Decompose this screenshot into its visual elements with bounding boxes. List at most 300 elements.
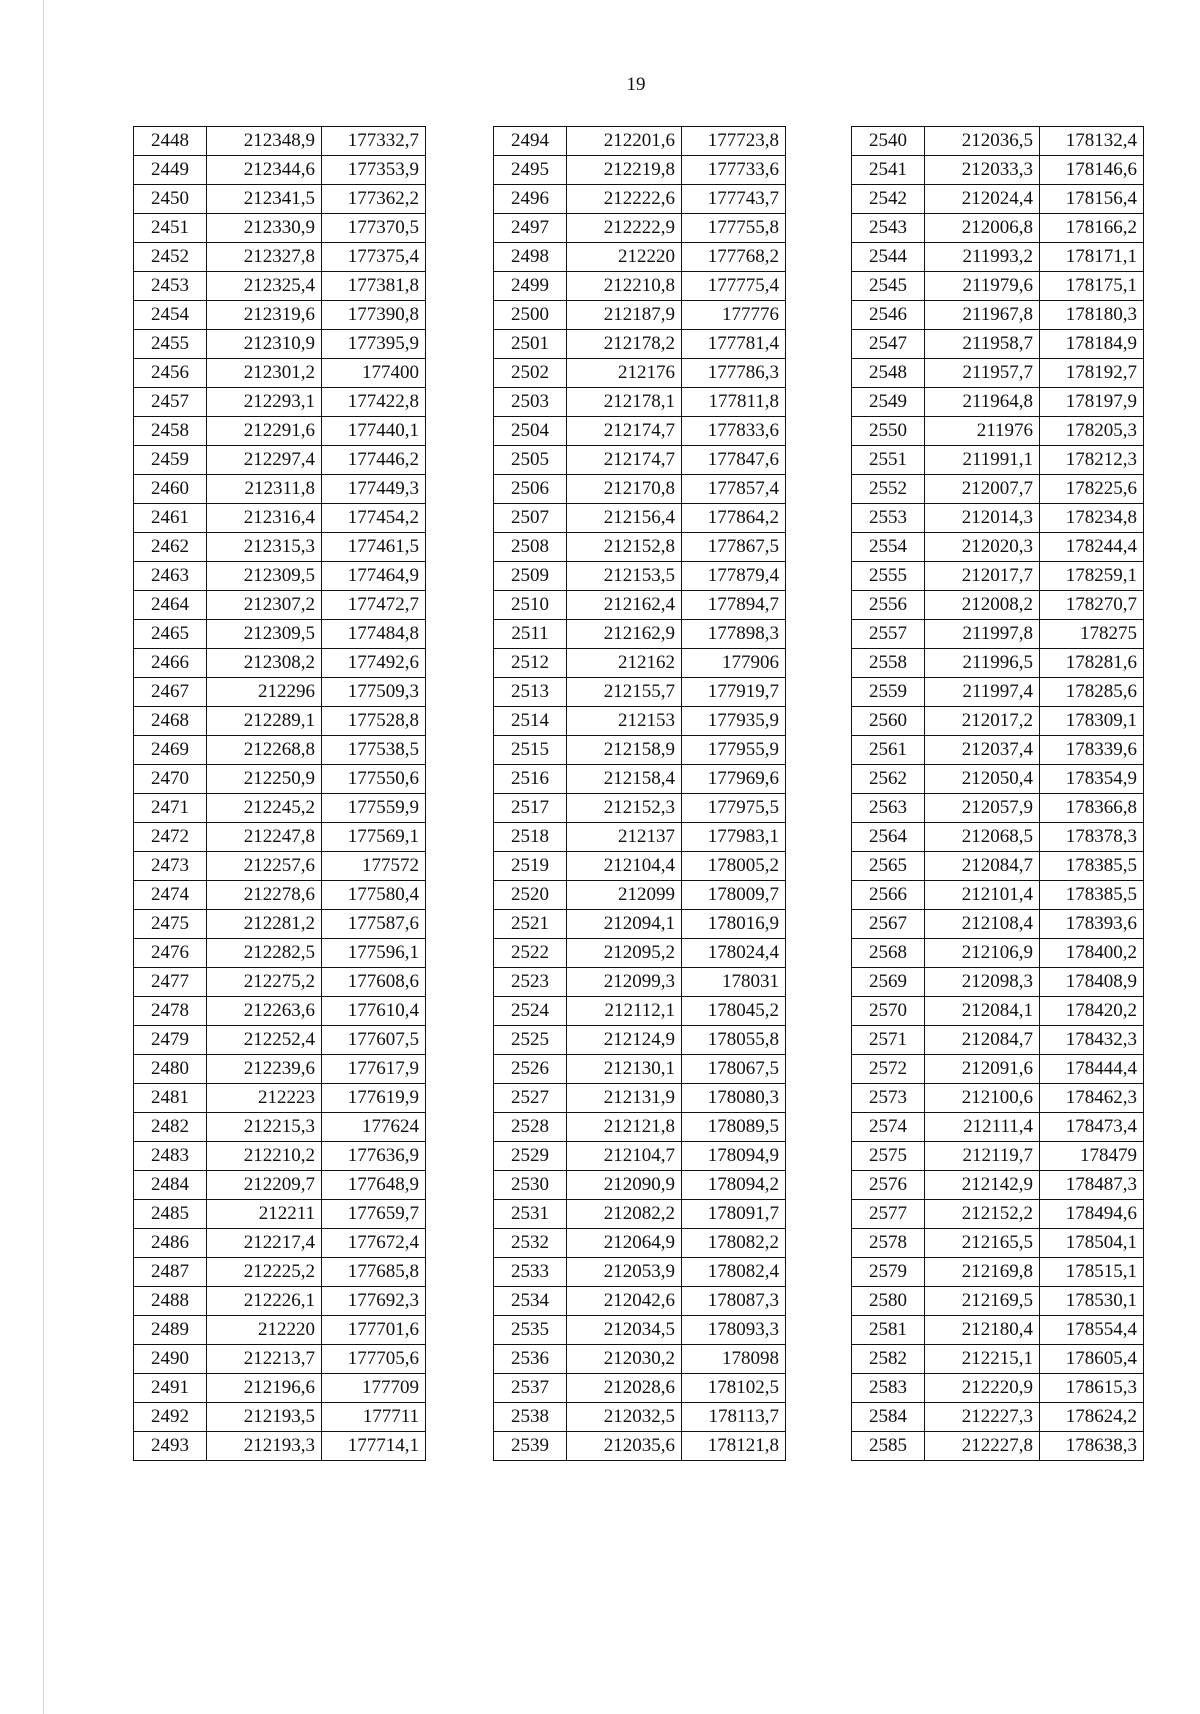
y-coordinate-cell: 177955,9 [682,736,786,765]
point-number-cell: 2469 [134,736,207,765]
table-row [134,1316,426,1345]
table-row [134,301,426,330]
y-coordinate-cell: 178093,3 [682,1316,786,1345]
point-number-cell: 2537 [494,1374,567,1403]
table-row [852,1432,1144,1461]
y-coordinate-cell: 177607,5 [322,1026,426,1055]
y-coordinate-cell: 178098 [682,1345,786,1374]
table-row [494,417,786,446]
point-number-cell: 2505 [494,446,567,475]
y-coordinate-cell: 178031 [682,968,786,997]
table-row [494,1432,786,1461]
table-row [852,533,1144,562]
coordinates-table-3 [851,126,1144,1461]
x-coordinate-cell: 212291,6 [207,417,322,446]
point-number-cell: 2575 [852,1142,925,1171]
y-coordinate-cell: 177509,3 [322,678,426,707]
y-coordinate-cell: 178638,3 [1040,1432,1144,1461]
point-number-cell: 2464 [134,591,207,620]
point-number-cell: 2521 [494,910,567,939]
y-coordinate-cell: 177610,4 [322,997,426,1026]
x-coordinate-cell: 212121,8 [567,1113,682,1142]
table-row [134,475,426,504]
y-coordinate-cell: 177587,6 [322,910,426,939]
y-coordinate-cell: 178156,4 [1040,185,1144,214]
table-row [134,272,426,301]
table-row [494,910,786,939]
x-coordinate-cell: 212257,6 [207,852,322,881]
y-coordinate-cell: 178192,7 [1040,359,1144,388]
y-coordinate-cell: 177569,1 [322,823,426,852]
table-row [134,127,426,156]
table-row [494,156,786,185]
y-coordinate-cell: 178102,5 [682,1374,786,1403]
y-coordinate-cell: 177811,8 [682,388,786,417]
point-number-cell: 2479 [134,1026,207,1055]
point-number-cell: 2568 [852,939,925,968]
table-row [852,1026,1144,1055]
y-coordinate-cell: 178089,5 [682,1113,786,1142]
x-coordinate-cell: 212152,8 [567,533,682,562]
y-coordinate-cell: 178132,4 [1040,127,1144,156]
table-row [494,649,786,678]
y-coordinate-cell: 177422,8 [322,388,426,417]
y-coordinate-cell: 177864,2 [682,504,786,533]
table-row [852,1374,1144,1403]
y-coordinate-cell: 177705,6 [322,1345,426,1374]
point-number-cell: 2557 [852,620,925,649]
table-row [852,881,1144,910]
x-coordinate-cell: 212211 [207,1200,322,1229]
y-coordinate-cell: 178024,4 [682,939,786,968]
table-row [134,1055,426,1084]
point-number-cell: 2491 [134,1374,207,1403]
table-row [852,968,1144,997]
point-number-cell: 2527 [494,1084,567,1113]
table-row [852,910,1144,939]
x-coordinate-cell: 211979,6 [925,272,1040,301]
point-number-cell: 2550 [852,417,925,446]
y-coordinate-cell: 178393,6 [1040,910,1144,939]
point-number-cell: 2522 [494,939,567,968]
x-coordinate-cell: 212174,7 [567,417,682,446]
x-coordinate-cell: 212082,2 [567,1200,682,1229]
point-number-cell: 2569 [852,968,925,997]
y-coordinate-cell: 178624,2 [1040,1403,1144,1432]
x-coordinate-cell: 212193,5 [207,1403,322,1432]
point-number-cell: 2581 [852,1316,925,1345]
x-coordinate-cell: 212100,6 [925,1084,1040,1113]
point-number-cell: 2515 [494,736,567,765]
x-coordinate-cell: 212162 [567,649,682,678]
point-number-cell: 2490 [134,1345,207,1374]
coordinates-table-1 [133,126,426,1461]
table-row [134,1084,426,1113]
point-number-cell: 2501 [494,330,567,359]
table-row [134,330,426,359]
point-number-cell: 2514 [494,707,567,736]
x-coordinate-cell: 211964,8 [925,388,1040,417]
x-coordinate-cell: 212014,3 [925,504,1040,533]
y-coordinate-cell: 177550,6 [322,765,426,794]
table-row [134,1287,426,1316]
y-coordinate-cell: 178087,3 [682,1287,786,1316]
table-row [134,388,426,417]
point-number-cell: 2449 [134,156,207,185]
point-number-cell: 2463 [134,562,207,591]
point-number-cell: 2565 [852,852,925,881]
x-coordinate-cell: 212220 [207,1316,322,1345]
y-coordinate-cell: 178225,6 [1040,475,1144,504]
point-number-cell: 2451 [134,214,207,243]
x-coordinate-cell: 212035,6 [567,1432,682,1461]
x-coordinate-cell: 212158,9 [567,736,682,765]
x-coordinate-cell: 212222,6 [567,185,682,214]
x-coordinate-cell: 212053,9 [567,1258,682,1287]
y-coordinate-cell: 177701,6 [322,1316,426,1345]
y-coordinate-cell: 178171,1 [1040,243,1144,272]
point-number-cell: 2508 [494,533,567,562]
x-coordinate-cell: 212315,3 [207,533,322,562]
y-coordinate-cell: 177454,2 [322,504,426,533]
table-row [134,678,426,707]
x-coordinate-cell: 212036,5 [925,127,1040,156]
point-number-cell: 2497 [494,214,567,243]
x-coordinate-cell: 212030,2 [567,1345,682,1374]
point-number-cell: 2448 [134,127,207,156]
table-row [494,678,786,707]
y-coordinate-cell: 178080,3 [682,1084,786,1113]
table-row [852,330,1144,359]
table-row [494,475,786,504]
y-coordinate-cell: 177617,9 [322,1055,426,1084]
x-coordinate-cell: 212217,4 [207,1229,322,1258]
point-number-cell: 2506 [494,475,567,504]
x-coordinate-cell: 211958,7 [925,330,1040,359]
table-row [852,1229,1144,1258]
y-coordinate-cell: 178515,1 [1040,1258,1144,1287]
y-coordinate-cell: 178005,2 [682,852,786,881]
x-coordinate-cell: 212156,4 [567,504,682,533]
x-coordinate-cell: 212037,4 [925,736,1040,765]
x-coordinate-cell: 212309,5 [207,620,322,649]
x-coordinate-cell: 212042,6 [567,1287,682,1316]
x-coordinate-cell: 211976 [925,417,1040,446]
x-coordinate-cell: 212341,5 [207,185,322,214]
y-coordinate-cell: 178067,5 [682,1055,786,1084]
point-number-cell: 2553 [852,504,925,533]
point-number-cell: 2544 [852,243,925,272]
y-coordinate-cell: 177833,6 [682,417,786,446]
table-row [134,504,426,533]
x-coordinate-cell: 212169,8 [925,1258,1040,1287]
table-row [134,1258,426,1287]
point-number-cell: 2538 [494,1403,567,1432]
table-row [134,794,426,823]
table-row [494,736,786,765]
table-row [494,504,786,533]
y-coordinate-cell: 177624 [322,1113,426,1142]
y-coordinate-cell: 178055,8 [682,1026,786,1055]
x-coordinate-cell: 212098,3 [925,968,1040,997]
table-row [134,939,426,968]
y-coordinate-cell: 178212,3 [1040,446,1144,475]
table-row [852,1345,1144,1374]
y-coordinate-cell: 178281,6 [1040,649,1144,678]
point-number-cell: 2452 [134,243,207,272]
table-row [494,968,786,997]
x-coordinate-cell: 212034,5 [567,1316,682,1345]
x-coordinate-cell: 212158,4 [567,765,682,794]
point-number-cell: 2535 [494,1316,567,1345]
y-coordinate-cell: 178473,4 [1040,1113,1144,1142]
table-row [494,359,786,388]
table-row [134,533,426,562]
table-row [852,1287,1144,1316]
table-row [134,1200,426,1229]
point-number-cell: 2562 [852,765,925,794]
table-row [134,591,426,620]
x-coordinate-cell: 212028,6 [567,1374,682,1403]
y-coordinate-cell: 178378,3 [1040,823,1144,852]
table-row [852,765,1144,794]
point-number-cell: 2467 [134,678,207,707]
table-row [134,156,426,185]
y-coordinate-cell: 177711 [322,1403,426,1432]
x-coordinate-cell: 212174,7 [567,446,682,475]
table-row [494,1258,786,1287]
x-coordinate-cell: 212268,8 [207,736,322,765]
x-coordinate-cell: 212319,6 [207,301,322,330]
table-row [494,794,786,823]
table-row [852,591,1144,620]
x-coordinate-cell: 212124,9 [567,1026,682,1055]
y-coordinate-cell: 177608,6 [322,968,426,997]
x-coordinate-cell: 211967,8 [925,301,1040,330]
table-row [494,1200,786,1229]
table-row [134,1403,426,1432]
y-coordinate-cell: 178494,6 [1040,1200,1144,1229]
point-number-cell: 2533 [494,1258,567,1287]
x-coordinate-cell: 212017,2 [925,707,1040,736]
y-coordinate-cell: 177636,9 [322,1142,426,1171]
table-row [852,1084,1144,1113]
x-coordinate-cell: 212239,6 [207,1055,322,1084]
table-row [134,1432,426,1461]
table-row [852,388,1144,417]
point-number-cell: 2584 [852,1403,925,1432]
x-coordinate-cell: 212215,1 [925,1345,1040,1374]
x-coordinate-cell: 212301,2 [207,359,322,388]
x-coordinate-cell: 212247,8 [207,823,322,852]
table-row [494,301,786,330]
table-row [852,214,1144,243]
table-row [852,359,1144,388]
x-coordinate-cell: 212068,5 [925,823,1040,852]
point-number-cell: 2549 [852,388,925,417]
point-number-cell: 2499 [494,272,567,301]
y-coordinate-cell: 177672,4 [322,1229,426,1258]
table-row [494,765,786,794]
x-coordinate-cell: 212017,7 [925,562,1040,591]
x-coordinate-cell: 212327,8 [207,243,322,272]
point-number-cell: 2529 [494,1142,567,1171]
x-coordinate-cell: 212215,3 [207,1113,322,1142]
table-row [134,823,426,852]
x-coordinate-cell: 212131,9 [567,1084,682,1113]
x-coordinate-cell: 212057,9 [925,794,1040,823]
point-number-cell: 2571 [852,1026,925,1055]
table-row [852,649,1144,678]
x-coordinate-cell: 212155,7 [567,678,682,707]
point-number-cell: 2507 [494,504,567,533]
y-coordinate-cell: 177449,3 [322,475,426,504]
y-coordinate-cell: 177395,9 [322,330,426,359]
x-coordinate-cell: 212142,9 [925,1171,1040,1200]
table-row [494,1345,786,1374]
point-number-cell: 2486 [134,1229,207,1258]
x-coordinate-cell: 212187,9 [567,301,682,330]
x-coordinate-cell: 212020,3 [925,533,1040,562]
y-coordinate-cell: 177528,8 [322,707,426,736]
table-row [852,156,1144,185]
point-number-cell: 2504 [494,417,567,446]
point-number-cell: 2583 [852,1374,925,1403]
y-coordinate-cell: 177685,8 [322,1258,426,1287]
table-row [134,997,426,1026]
x-coordinate-cell: 212094,1 [567,910,682,939]
point-number-cell: 2563 [852,794,925,823]
point-number-cell: 2574 [852,1113,925,1142]
y-coordinate-cell: 177492,6 [322,649,426,678]
y-coordinate-cell: 178016,9 [682,910,786,939]
point-number-cell: 2473 [134,852,207,881]
y-coordinate-cell: 177975,5 [682,794,786,823]
point-number-cell: 2540 [852,127,925,156]
point-number-cell: 2545 [852,272,925,301]
y-coordinate-cell: 177596,1 [322,939,426,968]
point-number-cell: 2526 [494,1055,567,1084]
x-coordinate-cell: 212252,4 [207,1026,322,1055]
table-row [852,185,1144,214]
y-coordinate-cell: 178400,2 [1040,939,1144,968]
table-row [494,272,786,301]
y-coordinate-cell: 178504,1 [1040,1229,1144,1258]
x-coordinate-cell: 212213,7 [207,1345,322,1374]
point-number-cell: 2483 [134,1142,207,1171]
table-row [494,1316,786,1345]
point-number-cell: 2461 [134,504,207,533]
table-row [852,243,1144,272]
point-number-cell: 2459 [134,446,207,475]
y-coordinate-cell: 177781,4 [682,330,786,359]
table-row [494,1171,786,1200]
point-number-cell: 2518 [494,823,567,852]
y-coordinate-cell: 178180,3 [1040,301,1144,330]
table-row [852,1403,1144,1432]
x-coordinate-cell: 212106,9 [925,939,1040,968]
x-coordinate-cell: 212311,8 [207,475,322,504]
y-coordinate-cell: 178121,8 [682,1432,786,1461]
y-coordinate-cell: 177919,7 [682,678,786,707]
x-coordinate-cell: 212064,9 [567,1229,682,1258]
table-row [852,997,1144,1026]
y-coordinate-cell: 177714,1 [322,1432,426,1461]
x-coordinate-cell: 212227,8 [925,1432,1040,1461]
x-coordinate-cell: 212033,3 [925,156,1040,185]
table-row [134,243,426,272]
point-number-cell: 2541 [852,156,925,185]
x-coordinate-cell: 212193,3 [207,1432,322,1461]
table-row [494,1287,786,1316]
point-number-cell: 2546 [852,301,925,330]
y-coordinate-cell: 177400 [322,359,426,388]
point-number-cell: 2551 [852,446,925,475]
y-coordinate-cell: 177898,3 [682,620,786,649]
y-coordinate-cell: 177572 [322,852,426,881]
y-coordinate-cell: 178113,7 [682,1403,786,1432]
table-row [852,446,1144,475]
y-coordinate-cell: 178082,4 [682,1258,786,1287]
point-number-cell: 2466 [134,649,207,678]
table-row [494,620,786,649]
y-coordinate-cell: 177935,9 [682,707,786,736]
table-row [852,736,1144,765]
point-number-cell: 2489 [134,1316,207,1345]
x-coordinate-cell: 212084,7 [925,852,1040,881]
point-number-cell: 2566 [852,881,925,910]
x-coordinate-cell: 212309,5 [207,562,322,591]
y-coordinate-cell: 178605,4 [1040,1345,1144,1374]
point-number-cell: 2578 [852,1229,925,1258]
table-row [134,649,426,678]
x-coordinate-cell: 212178,2 [567,330,682,359]
point-number-cell: 2543 [852,214,925,243]
table-row [134,881,426,910]
point-number-cell: 2516 [494,765,567,794]
x-coordinate-cell: 212316,4 [207,504,322,533]
table-row [494,185,786,214]
point-number-cell: 2576 [852,1171,925,1200]
x-coordinate-cell: 212344,6 [207,156,322,185]
x-coordinate-cell: 212289,1 [207,707,322,736]
point-number-cell: 2572 [852,1055,925,1084]
point-number-cell: 2495 [494,156,567,185]
y-coordinate-cell: 177580,4 [322,881,426,910]
x-coordinate-cell: 212007,7 [925,475,1040,504]
point-number-cell: 2564 [852,823,925,852]
point-number-cell: 2542 [852,185,925,214]
x-coordinate-cell: 212090,9 [567,1171,682,1200]
y-coordinate-cell: 177786,3 [682,359,786,388]
point-number-cell: 2481 [134,1084,207,1113]
point-number-cell: 2485 [134,1200,207,1229]
x-coordinate-cell: 212226,1 [207,1287,322,1316]
y-coordinate-cell: 177743,7 [682,185,786,214]
y-coordinate-cell: 178530,1 [1040,1287,1144,1316]
x-coordinate-cell: 212281,2 [207,910,322,939]
point-number-cell: 2519 [494,852,567,881]
y-coordinate-cell: 178285,6 [1040,678,1144,707]
x-coordinate-cell: 212104,7 [567,1142,682,1171]
y-coordinate-cell: 178205,3 [1040,417,1144,446]
table-row [134,1171,426,1200]
table-row [134,968,426,997]
point-number-cell: 2530 [494,1171,567,1200]
point-number-cell: 2517 [494,794,567,823]
point-number-cell: 2560 [852,707,925,736]
x-coordinate-cell: 212153 [567,707,682,736]
